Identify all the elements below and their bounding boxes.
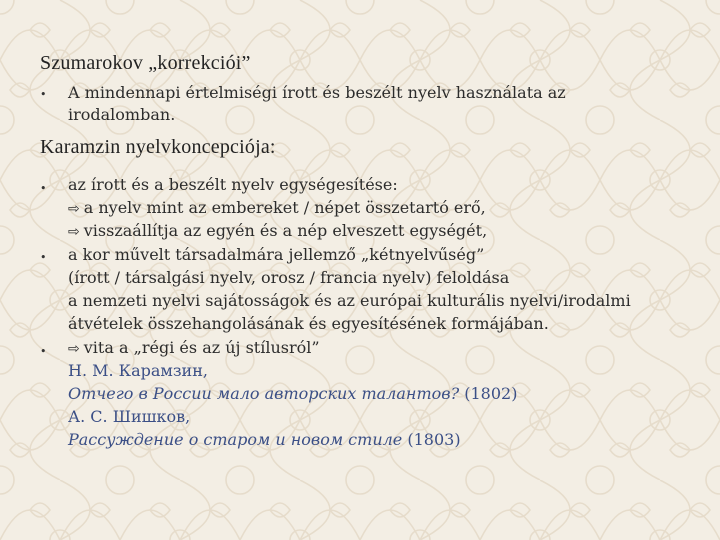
subitem-text: a nyelv mint az embereket / népet összetartó erő, <box>83 198 486 217</box>
author-shishkov: А. С. Шишков, <box>68 407 191 426</box>
section1-line-1: A mindennapi értelmiségi írott és beszélt nyelv használata az <box>68 83 566 102</box>
karamzin-item-2-line-1: a kor művelt társadalmára jellemző „kétnyelvűség” <box>68 245 485 264</box>
karamzin-subitem-2 <box>68 221 487 242</box>
karamzin-item-2-line-4: átvételek összehangolásának és egyesítésének formájában. <box>68 314 549 333</box>
work-title: Рассуждение о старом и новом стиле <box>68 430 403 449</box>
subitem-text: visszaállítja az egyén és a nép elveszett egységét, <box>83 221 488 240</box>
arrow-right-icon: ⇨ <box>68 224 80 240</box>
author-karamzin: Н. М. Карамзин, <box>68 361 208 380</box>
work-year: (1802) <box>459 384 518 403</box>
work-shishkov <box>68 430 461 450</box>
work-karamzin <box>68 384 517 404</box>
work-title: Отчего в России мало авторских талантов? <box>68 384 460 403</box>
arrow-right-icon: ⇨ <box>68 201 80 217</box>
bullet: • <box>40 88 47 101</box>
karamzin-item-3 <box>68 338 320 359</box>
heading-karamzin: Karamzin nyelvkoncepciója: <box>40 136 276 158</box>
item-text: vita a „régi és az új stílusról” <box>83 338 320 357</box>
bullet: • <box>40 182 47 195</box>
karamzin-item-1: az írott és a beszélt nyelv egységesítése: <box>68 175 398 194</box>
arrow-right-icon: ⇨ <box>68 341 80 357</box>
work-year: (1803) <box>402 430 461 449</box>
karamzin-item-2-line-2: (írott / társalgási nyelv, orosz / francia nyelv) feloldása <box>68 268 510 287</box>
karamzin-subitem-1 <box>68 198 486 219</box>
section1-line-2: irodalomban. <box>68 105 176 124</box>
bullet: • <box>40 345 47 358</box>
bullet: • <box>40 251 47 264</box>
heading-szumarokov: Szumarokov „korrekciói” <box>40 52 251 74</box>
karamzin-item-2-line-3: a nemzeti nyelvi sajátosságok és az európai kulturális nyelvi/irodalmi <box>68 291 631 310</box>
